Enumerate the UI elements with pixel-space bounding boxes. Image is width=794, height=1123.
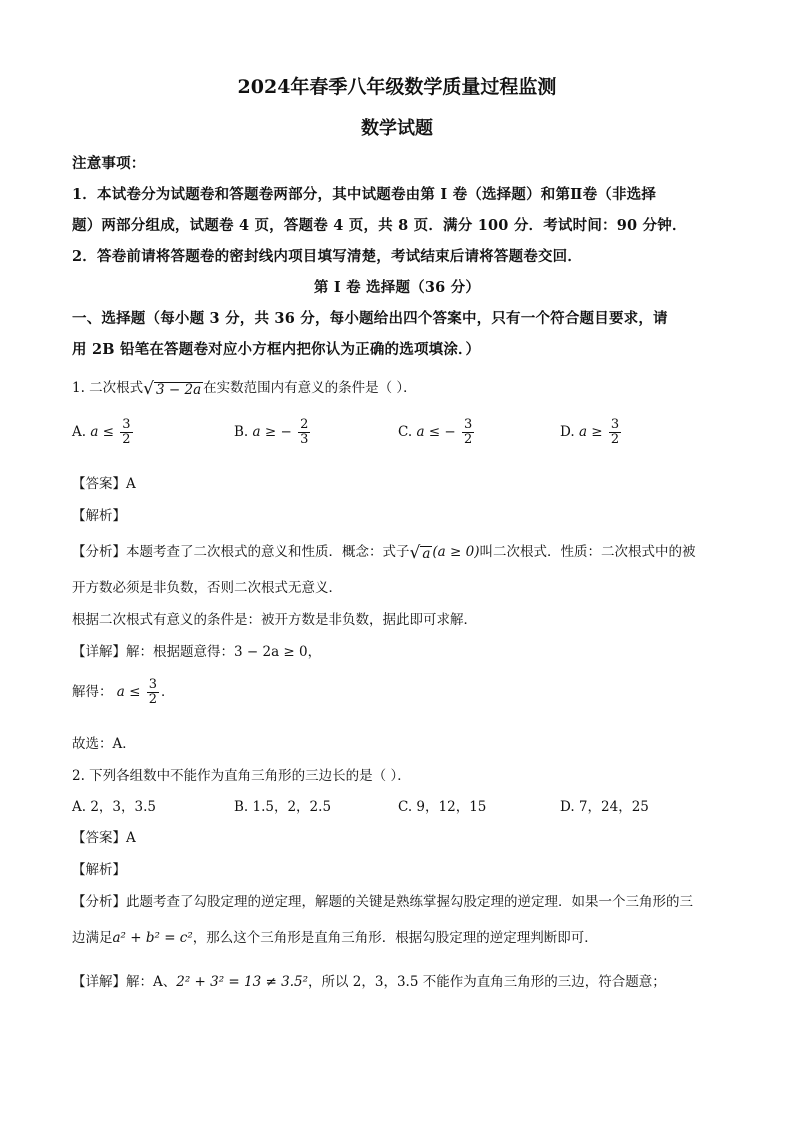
detail-text: 解：根据题意得：3 − 2a ≥ 0， (126, 644, 322, 660)
q1-analysis-line3: 根据二次根式有意义的条件是：被开方数是非负数，据此即可求解． (72, 612, 477, 628)
q1-option-a (72, 418, 135, 447)
detail-text: ，所以 2，3，3.5 不能作为直角三角形的三边，符合题意； (308, 974, 666, 990)
q1-radical: √ 3 − 2a (143, 378, 202, 399)
detail-formula: 2² + 3² = 13 ≠ 3.5² (176, 974, 308, 990)
section-instruction-line1: 一、选择题（每小题 3 分，共 36 分，每小题给出四个答案中，只有一个符合题目要求，请 (72, 310, 668, 327)
analysis-tag: 【分析】 (72, 544, 126, 560)
numerator: 3 (610, 417, 620, 432)
analysis-text: 此题考查了勾股定理的逆定理，解题的关键是熟练掌握勾股定理的逆定理．如果一个三角形的三 (126, 894, 693, 910)
option-label: B. (234, 424, 249, 440)
option-expr: a ≤ − (416, 424, 456, 440)
q1-detail (72, 640, 722, 660)
q1-analysis-line2: 开方数必须是非负数，否则二次根式无意义． (72, 580, 342, 596)
q1-choose: 故选：A． (72, 736, 136, 752)
fraction (120, 418, 132, 447)
q1-stem-suffix: 在实数范围内有意义的条件是（ ）． (203, 380, 417, 396)
denominator: 3 (300, 432, 309, 447)
q2-jiexi: 【解析】 (72, 862, 126, 878)
fraction (298, 418, 310, 447)
notice-heading: 注意事项： (72, 155, 146, 172)
q2-analysis-line1 (72, 890, 722, 910)
notice-item2: 2．答卷前请将答题卷的密封线内项目填写清楚，考试结束后请将答题卷交回． (72, 248, 583, 265)
detail-tag: 【详解】 (72, 974, 126, 990)
section-instruction-line2: 用 2B 铅笔在答题卷对应小方框内把你认为正确的选项填涂．） (72, 341, 481, 358)
solve-expr: a ≤ (116, 684, 141, 700)
denominator: 2 (148, 692, 158, 707)
analysis-text: ，那么这个三角形是直角三角形．根据勾股定理的逆定理判断即可． (192, 930, 598, 946)
radicand: a (422, 545, 431, 562)
analysis-tag: 【分析】 (72, 894, 126, 910)
analysis-text: 本题考查了二次根式的意义和性质．概念：式子 (126, 544, 410, 560)
q1-answer: 【答案】A (72, 476, 136, 492)
denominator: 2 (122, 432, 131, 447)
option-expr: a ≥ − (252, 424, 292, 440)
q2-answer: 【答案】A (72, 830, 136, 846)
fraction (147, 678, 159, 707)
option-label: C. (398, 424, 413, 440)
detail-text: 解：A、 (126, 974, 177, 990)
analysis-text: 边满足 (72, 930, 113, 946)
q2-option-d: D. 7，24，25 (560, 799, 649, 815)
condition: (a ≥ 0) (432, 544, 480, 560)
option-label: A. (72, 424, 87, 440)
option-expr: a ≥ (578, 424, 603, 440)
q1-stem-prefix: 1. 二次根式 (72, 380, 144, 396)
q1-option-b (234, 418, 312, 447)
numerator: 3 (464, 417, 473, 432)
exam-title: 2024年春季八年级数学质量过程监测 (237, 76, 557, 98)
numerator: 3 (122, 417, 131, 432)
analysis-text: 叫二次根式．性质：二次根式中的被 (479, 544, 696, 560)
sqrt-a: √ a (409, 542, 431, 563)
solve-end: ． (161, 684, 175, 700)
notice-item1-line1: 1．本试卷分为试题卷和答题卷两部分，其中试题卷由第 I 卷（选择题）和第Ⅱ卷（非选择 (72, 186, 657, 203)
section-header: 第 I 卷 选择题（36 分） (313, 279, 481, 296)
q1-radicand: 3 − 2a (156, 381, 202, 398)
detail-tag: 【详解】 (72, 644, 126, 660)
q1-option-d (560, 418, 623, 447)
q1-stem (72, 376, 722, 398)
q2-option-a: A. 2，3，3.5 (72, 799, 156, 815)
q2-option-b: B. 1.5，2，2.5 (234, 799, 332, 815)
fraction (609, 418, 621, 447)
q1-option-c (398, 418, 476, 447)
q1-solve (72, 678, 722, 707)
numerator: 2 (300, 417, 309, 432)
solve-text: 解得： (72, 684, 113, 700)
exam-subtitle: 数学试题 (361, 118, 433, 139)
q2-option-c: C. 9，12，15 (398, 799, 487, 815)
q1-analysis-line1 (72, 540, 722, 562)
q2-analysis-line2 (72, 926, 722, 946)
q2-stem: 2. 下列各组数中不能作为直角三角形的三边长的是（ ）． (72, 768, 411, 784)
pythagorean-formula: a² + b² = c² (112, 930, 193, 946)
q1-jiexi: 【解析】 (72, 508, 126, 524)
notice-item1-line2: 题）两部分组成，试题卷 4 页，答题卷 4 页，共 8 页．满分 100 分．考试时间：90 分钟． (72, 217, 687, 234)
numerator: 3 (148, 677, 158, 692)
fraction (462, 418, 474, 447)
denominator: 2 (610, 432, 620, 447)
q2-detail (72, 970, 722, 990)
option-expr: a ≤ (90, 424, 114, 440)
option-label: D. (560, 424, 575, 440)
denominator: 2 (464, 432, 473, 447)
